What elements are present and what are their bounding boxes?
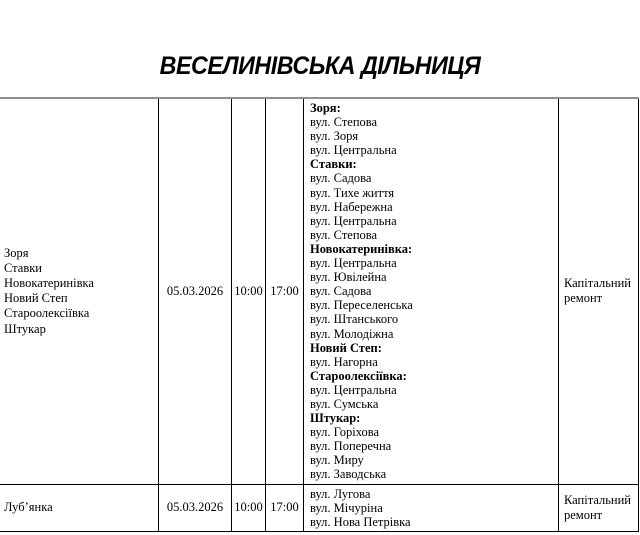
work-type-cell: Капітальний ремонт <box>559 484 639 531</box>
start-time-cell: 10:00 <box>232 98 266 484</box>
end-time-cell: 17:00 <box>266 98 304 484</box>
street-name: вул. Миру <box>310 453 364 468</box>
work-type-cell: Капітальний ремонт <box>559 98 639 484</box>
street-name: вул. Нагорна <box>310 354 378 369</box>
street-name: вул. Переселенська <box>310 298 413 313</box>
street-name: вул. Садова <box>310 284 372 299</box>
end-time-cell: 17:00 <box>266 484 304 531</box>
street-name: вул. Сумська <box>310 396 379 411</box>
street-name: вул. Ювілейна <box>310 270 387 285</box>
street-name: вул. Степова <box>310 115 378 130</box>
table-row <box>0 98 639 484</box>
start-time-cell: 10:00 <box>232 484 266 531</box>
settlement-name: Луб’янка <box>4 500 53 515</box>
settlement-name: Староолексіївка <box>4 306 90 321</box>
street-name: вул. Поперечна <box>310 439 392 454</box>
street-name: вул. Молодіжна <box>310 326 394 341</box>
street-name: вул. Садова <box>310 171 372 186</box>
street-group-header: Штукар: <box>310 411 361 426</box>
street-name: вул. Набережна <box>310 199 393 214</box>
street-name: вул. Нова Петрівка <box>310 514 411 529</box>
street-name: вул. Тихе життя <box>310 185 395 200</box>
street-name: вул. Центральна <box>310 143 397 158</box>
street-name: вул. Центральна <box>310 213 397 228</box>
street-name: вул. Зоря <box>310 129 359 144</box>
street-name: вул. Мічуріна <box>310 500 383 515</box>
schedule-body <box>0 98 639 531</box>
date-cell: 05.03.2026 <box>159 98 232 484</box>
street-group-header: Зоря: <box>310 101 341 115</box>
street-group-header: Новий Степ: <box>310 340 382 355</box>
street-group-header: Ставки: <box>310 157 357 172</box>
street-group-header: Староолексіївка: <box>310 368 407 383</box>
schedule-table <box>0 97 639 532</box>
settlements-cell <box>0 98 159 484</box>
street-name: вул. Заводська <box>310 467 387 482</box>
street-name: вул. Лугова <box>310 486 371 501</box>
streets-cell <box>304 484 559 531</box>
settlement-name: Зоря <box>4 245 29 260</box>
date-cell: 05.03.2026 <box>159 484 232 531</box>
street-name: вул. Штанського <box>310 312 399 327</box>
settlement-name: Штукар <box>4 321 46 336</box>
settlement-name: Ставки <box>4 260 43 275</box>
street-group-header: Новокатеринівка: <box>310 241 413 256</box>
street-name: вул. Степова <box>310 227 378 242</box>
page-title: ВЕСЕЛИНІВСЬКА ДІЛЬНИЦЯ <box>159 52 481 80</box>
street-name: вул. Центральна <box>310 256 397 271</box>
settlements-cell <box>0 484 159 531</box>
table-row <box>0 484 639 531</box>
street-name: вул. Горіхова <box>310 425 380 440</box>
settlement-name: Новокатеринівка <box>4 276 94 291</box>
streets-cell <box>304 98 559 484</box>
settlement-name: Новий Степ <box>4 291 68 306</box>
street-name: вул. Центральна <box>310 382 397 397</box>
